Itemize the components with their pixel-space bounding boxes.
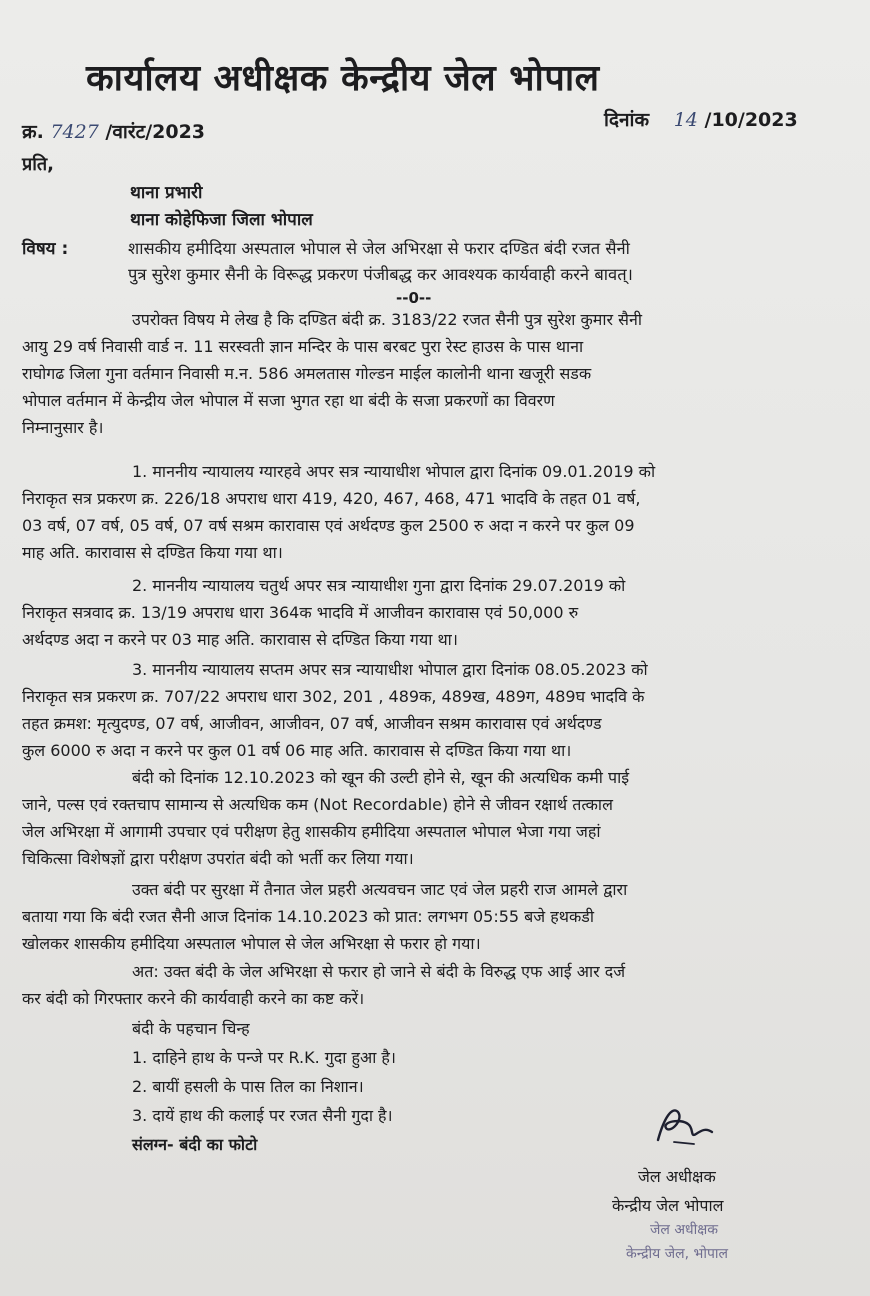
- paragraph-line: उपरोक्त विषय मे लेख है कि दण्डित बंदी क्र. 3183/22 रजत सैनी पुत्र सुरेश कुमार सैनी: [132, 310, 642, 329]
- separator: --0--: [396, 289, 432, 307]
- paragraph-line: तहत क्रमश: मृत्युदण्ड, 07 वर्ष, आजीवन, आजीवन, 07 वर्ष, आजीवन सश्रम कारावास एवं अर्थदण्ड: [22, 714, 602, 733]
- signatory-office: केन्द्रीय जेल भोपाल: [612, 1196, 724, 1215]
- subject-label: विषय :: [22, 239, 69, 259]
- attachment-note: संलग्न- बंदी का फोटो: [132, 1135, 258, 1154]
- paragraph-line: कुल 6000 रु अदा न करने पर कुल 01 वर्ष 06 माह अति. कारावास से दण्डित किया गया था।: [22, 741, 572, 760]
- paragraph-line: निराकृत सत्रवाद क्र. 13/19 अपराध धारा 364क भादवि में आजीवन कारावास एवं 50,000 रु: [22, 603, 579, 622]
- signature-block: [612, 1162, 724, 1220]
- paragraph-line: 2. माननीय न्यायालय चतुर्थ अपर सत्र न्यायाधीश गुना द्वारा दिनांक 29.07.2019 को: [132, 576, 626, 595]
- subject-line-1: शासकीय हमीदिया अस्पताल भोपाल से जेल अभिरक्षा से फरार दण्डित बंदी रजत सैनी: [128, 239, 630, 258]
- paragraph-line: निराकृत सत्र प्रकरण क्र. 226/18 अपराध धारा 419, 420, 467, 468, 471 भादवि के तहत 01 वर्ष,: [22, 489, 641, 508]
- paragraph-line: उक्त बंदी पर सुरक्षा में तैनात जेल प्रहरी अत्यवचन जाट एवं जेल प्रहरी राज आमले द्वारा: [132, 880, 628, 899]
- mark-item: 2. बायीं हसली के पास तिल का निशान।: [132, 1077, 364, 1096]
- subject-line-2: पुत्र सुरेश कुमार सैनी के विरूद्ध प्रकरण पंजीबद्ध कर आवश्यक कार्यवाही करने बावत्।: [128, 265, 633, 284]
- date-label: दिनांक: [604, 109, 650, 131]
- stamp-line-1: जेल अधीक्षक: [650, 1222, 719, 1238]
- date-day-handwritten: 14: [673, 109, 698, 131]
- paragraph-line: भोपाल वर्तमान में केन्द्रीय जेल भोपाल में सजा भुगत रहा था बंदी के सजा प्रकरणों का विवरण: [22, 391, 555, 410]
- recipient-line-1: थाना प्रभारी: [130, 183, 203, 203]
- signatory-designation: जेल अधीक्षक: [638, 1167, 716, 1186]
- paragraph-line: 03 वर्ष, 07 वर्ष, 05 वर्ष, 07 वर्ष सश्रम कारावास एवं अर्थदण्ड कुल 2500 रु अदा न करने पर कुल 09: [22, 516, 635, 535]
- paragraph-line: कर बंदी को गिरफ्तार करने की कार्यवाही करने का कष्ट करें।: [22, 989, 365, 1008]
- paragraph-line: जाने, पल्स एवं रक्तचाप सामान्य से अत्यधिक कम (Not Recordable) होने से जीवन रक्षार्थ तत्काल: [22, 795, 613, 814]
- date-month-year: /10/2023: [704, 109, 798, 131]
- mark-item: 1. दाहिने हाथ के पन्जे पर R.K. गुदा हुआ है।: [132, 1048, 396, 1067]
- case-3-paragraph: [22, 656, 848, 764]
- paragraph-line: आयु 29 वर्ष निवासी वार्ड न. 11 सरस्वती ज्ञान मन्दिर के पास बरबट पुरा रेस्ट हाउस के पास थाना: [22, 337, 584, 356]
- paragraph-line: चिकित्सा विशेषज्ञों द्वारा परीक्षण उपरांत बंदी को भर्ती कर लिया गया।: [22, 849, 414, 868]
- ref-number-handwritten: 7427: [50, 121, 99, 143]
- stamp-line-2: केन्द्रीय जेल, भोपाल: [626, 1246, 729, 1262]
- case-1-paragraph: [22, 458, 848, 566]
- reference-number: [22, 118, 205, 144]
- ref-suffix: /वारंट/2023: [105, 121, 206, 143]
- paragraph-line: निराकृत सत्र प्रकरण क्र. 707/22 अपराध धारा 302, 201 , 489क, 489ख, 489ग, 489घ भादवि के: [22, 687, 645, 706]
- paragraph-line: निम्नानुसार है।: [22, 418, 104, 437]
- paragraph-line: माह अति. कारावास से दण्डित किया गया था।: [22, 543, 283, 562]
- paragraph-line: जेल अभिरक्षा में आगामी उपचार एवं परीक्षण हेतु शासकीय हमीदिया अस्पताल भोपाल भेजा गया जहां: [22, 822, 601, 841]
- paragraph-line: बताया गया कि बंदी रजत सैनी आज दिनांक 14.10.2023 को प्रात: लगभग 05:55 बजे हथकडी: [22, 907, 594, 926]
- request-paragraph: [22, 958, 848, 1012]
- signature-scribble: [650, 1098, 720, 1156]
- letter-date: [604, 106, 798, 132]
- paragraph-line: अर्थदण्ड अदा न करने पर 03 माह अति. कारावास से दण्डित किया गया था।: [22, 630, 458, 649]
- paragraph-line: 3. माननीय न्यायालय सप्तम अपर सत्र न्यायाधीश भोपाल द्वारा दिनांक 08.05.2023 को: [132, 660, 648, 679]
- hospital-paragraph: [22, 764, 848, 872]
- paragraph-line: राघोगढ जिला गुना वर्तमान निवासी म.न. 586 अमलतास गोल्डन माईल कालोनी थाना खजूरी सडक: [22, 364, 592, 383]
- mark-item: 3. दायें हाथ की कलाई पर रजत सैनी गुदा है।: [132, 1106, 393, 1125]
- paragraph-line: 1. माननीय न्यायालय ग्यारहवे अपर सत्र न्यायाधीश भोपाल द्वारा दिनांक 09.01.2019 को: [132, 462, 656, 481]
- case-2-paragraph: [22, 572, 848, 653]
- intro-paragraph: [22, 306, 848, 441]
- paragraph-line: बंदी को दिनांक 12.10.2023 को खून की उल्टी होने से, खून की अत्यधिक कमी पाई: [132, 768, 630, 787]
- salutation: प्रति,: [22, 154, 55, 175]
- office-title: कार्यालय अधीक्षक केन्द्रीय जेल भोपाल: [86, 58, 600, 99]
- recipient-line-2: थाना कोहेफिजा जिला भोपाल: [130, 210, 313, 230]
- identification-marks: [132, 1014, 732, 1159]
- marks-heading: बंदी के पहचान चिन्ह: [132, 1019, 250, 1038]
- escape-paragraph: [22, 876, 848, 957]
- paragraph-line: अत: उक्त बंदी के जेल अभिरक्षा से फरार हो जाने से बंदी के विरुद्ध एफ आई आर दर्ज: [132, 962, 626, 981]
- ref-prefix: क्र.: [22, 121, 44, 143]
- official-stamp: [626, 1218, 728, 1266]
- paragraph-line: खोलकर शासकीय हमीदिया अस्पताल भोपाल से जेल अभिरक्षा से फरार हो गया।: [22, 934, 481, 953]
